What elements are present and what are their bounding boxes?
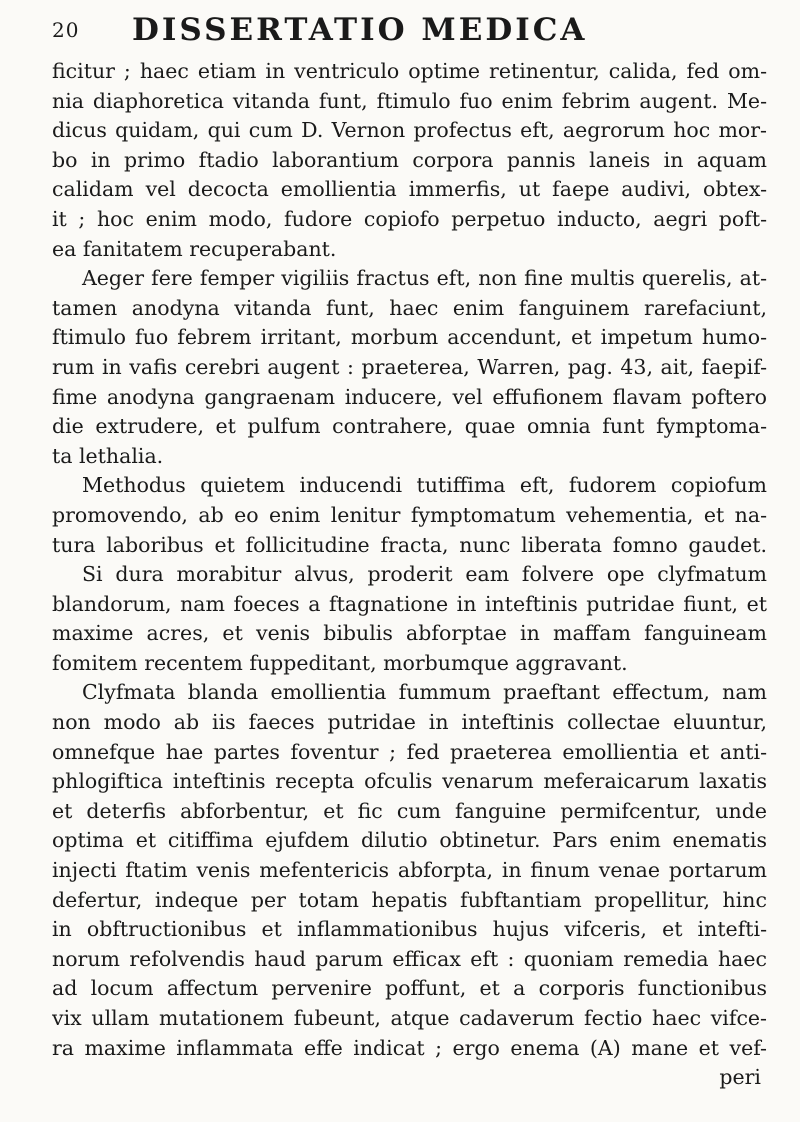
- text-line: injecti ftatim venis mefentericis abforpta, in finum venae portarum: [52, 858, 767, 883]
- text-line: fomitem recentem fuppeditant, morbumque aggravant.: [52, 650, 628, 675]
- text-line: calidam vel decocta emollientia immerfis, ut faepe audivi, obtex-: [52, 177, 767, 202]
- text-line: Methodus quietem inducendi tutiffima eft, fudorem copiofum: [82, 473, 767, 498]
- text-line: ea fanitatem recuperabant.: [52, 236, 337, 261]
- text-line: tamen anodyna vitanda funt, haec enim fanguinem rarefaciunt,: [52, 295, 767, 320]
- text-line: die extrudere, et pulfum contrahere, quae omnia funt fymptoma-: [52, 414, 767, 439]
- text-line: Aeger fere femper vigiliis fractus eft, non fine multis querelis, at-: [82, 266, 767, 291]
- text-line: defertur, indeque per totam hepatis fubftantiam propellitur, hinc: [52, 887, 767, 912]
- text-line: Clyfmata blanda emollientia fummum praeftant effectum, nam: [82, 680, 767, 705]
- text-line: ficitur ; haec etiam in ventriculo optime retinentur, calida, fed om-: [52, 59, 767, 83]
- catchword: peri: [719, 1065, 761, 1090]
- text-line: blandorum, nam foeces a ftagnatione in inteftinis putridae fiunt, et: [52, 591, 767, 616]
- text-line: dicus quidam, qui cum D. Vernon profectus eft, aegrorum hoc mor-: [52, 118, 767, 143]
- text-line: ad locum affectum pervenire poffunt, et a corporis functionibus: [52, 976, 767, 1001]
- text-line: bo in primo ftadio laborantium corpora pannis laneis in aquam: [52, 147, 767, 172]
- text-line: in obftructionibus et inflammationibus hujus vifceris, et intefti-: [52, 917, 767, 942]
- text-line: ra maxime inflammata effe indicat ; ergo enema (A) mane et vef-: [52, 1035, 767, 1060]
- text-line: optima et citiffima ejufdem dilutio obtinetur. Pars enim enematis: [52, 828, 767, 853]
- page-number: 20: [52, 18, 80, 42]
- text-line: non modo ab iis faeces putridae in inteftinis collectae eluuntur,: [52, 710, 767, 735]
- text-line: Si dura morabitur alvus, proderit eam folvere ope clyfmatum: [82, 562, 767, 587]
- text-line: tura laboribus et follicitudine fracta, nunc liberata fomno gaudet.: [52, 532, 767, 557]
- text-line: promovendo, ab eo enim lenitur fymptomatum vehementia, et na-: [52, 502, 767, 527]
- text-line: maxime acres, et venis bibulis abforptae in maffam fanguineam: [52, 621, 767, 646]
- text-line: fime anodyna gangraenam inducere, vel effufionem flavam poftero: [52, 384, 767, 409]
- text-line: phlogiftica inteftinis recepta ofculis venarum meferaicarum laxatis: [52, 769, 767, 794]
- running-head: DISSERTATIO MEDICA: [132, 12, 588, 48]
- text-line: rum in vafis cerebri augent : praeterea, Warren, pag. 43, ait, faepif-: [52, 354, 767, 379]
- text-line: nia diaphoretica vitanda funt, ftimulo fuo enim febrim augent. Me-: [52, 88, 767, 113]
- text-line: norum refolvendis haud parum efficax eft : quoniam remedia haec: [52, 946, 767, 971]
- page-header: [52, 12, 752, 52]
- text-line: omnefque hae partes foventur ; fed praeterea emollientia et anti-: [52, 739, 767, 764]
- text-line: vix ullam mutationem fubeunt, atque cadaverum fectio haec vifce-: [52, 1006, 767, 1030]
- text-line: ta lethalia.: [52, 443, 164, 468]
- text-line: it ; hoc enim modo, fudore copiofo perpetuo inducto, aegri poft-: [52, 206, 767, 231]
- text-line: et deterfis abforbentur, et fic cum fanguine permifcentur, unde: [52, 798, 767, 823]
- body-text: [52, 57, 767, 1093]
- text-line: ftimulo fuo febrem irritant, morbum accendunt, et impetum humo-: [52, 325, 767, 350]
